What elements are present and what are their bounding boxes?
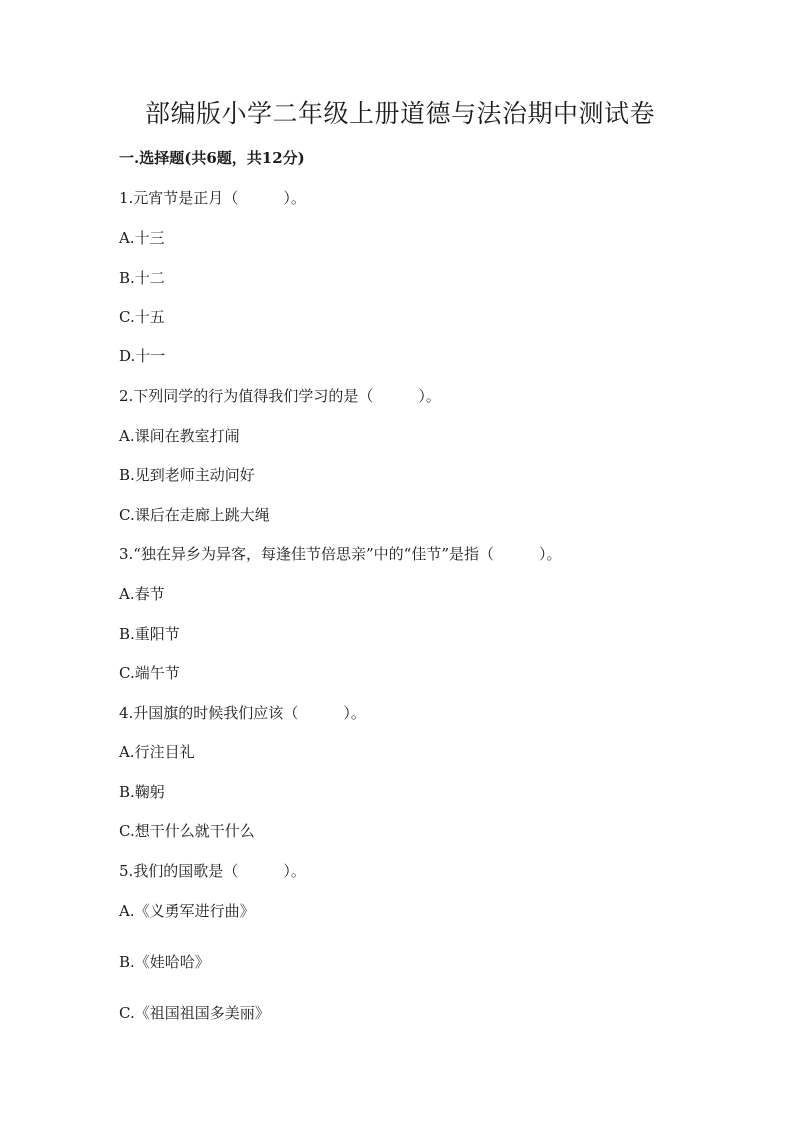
question-3-option-b: B.重阳节 [119, 625, 180, 643]
question-1-option-b: B.十二 [119, 269, 165, 287]
question-1-option-d: D.十一 [119, 347, 166, 365]
question-4-stem: 4.升国旗的时候我们应该（ ）。 [119, 704, 366, 722]
question-3-option-c: C.端午节 [119, 664, 180, 682]
question-4-option-b: B.鞠躬 [119, 783, 165, 801]
question-2-option-c: C.课后在走廊上跳大绳 [119, 506, 270, 524]
question-4-option-a: A.行注目礼 [119, 743, 195, 761]
section-heading: 一.选择题(共6题，共12分) [119, 149, 305, 167]
question-2-option-b: B.见到老师主动问好 [119, 466, 255, 484]
question-1-option-c: C.十五 [119, 308, 165, 326]
page-title: 部编版小学二年级上册道德与法治期中测试卷 [144, 99, 655, 128]
question-1-stem: 1.元宵节是正月（ ）。 [119, 189, 306, 207]
question-5-option-b: B.《娃哈哈》 [119, 953, 210, 971]
question-2-stem: 2.下列同学的行为值得我们学习的是（ ）。 [119, 387, 441, 405]
question-5-stem: 5.我们的国歌是（ ）。 [119, 862, 306, 880]
question-3-option-a: A.春节 [119, 585, 165, 603]
question-2-option-a: A.课间在教室打闹 [119, 427, 240, 445]
question-3-stem: 3.“独在异乡为异客，每逢佳节倍思亲”中的“佳节”是指（ ）。 [119, 545, 562, 563]
question-1-option-a: A.十三 [119, 229, 165, 247]
question-5-option-a: A.《义勇军进行曲》 [119, 902, 255, 920]
question-5-option-c: C.《祖国祖国多美丽》 [119, 1004, 270, 1022]
question-4-option-c: C.想干什么就干什么 [119, 822, 255, 840]
